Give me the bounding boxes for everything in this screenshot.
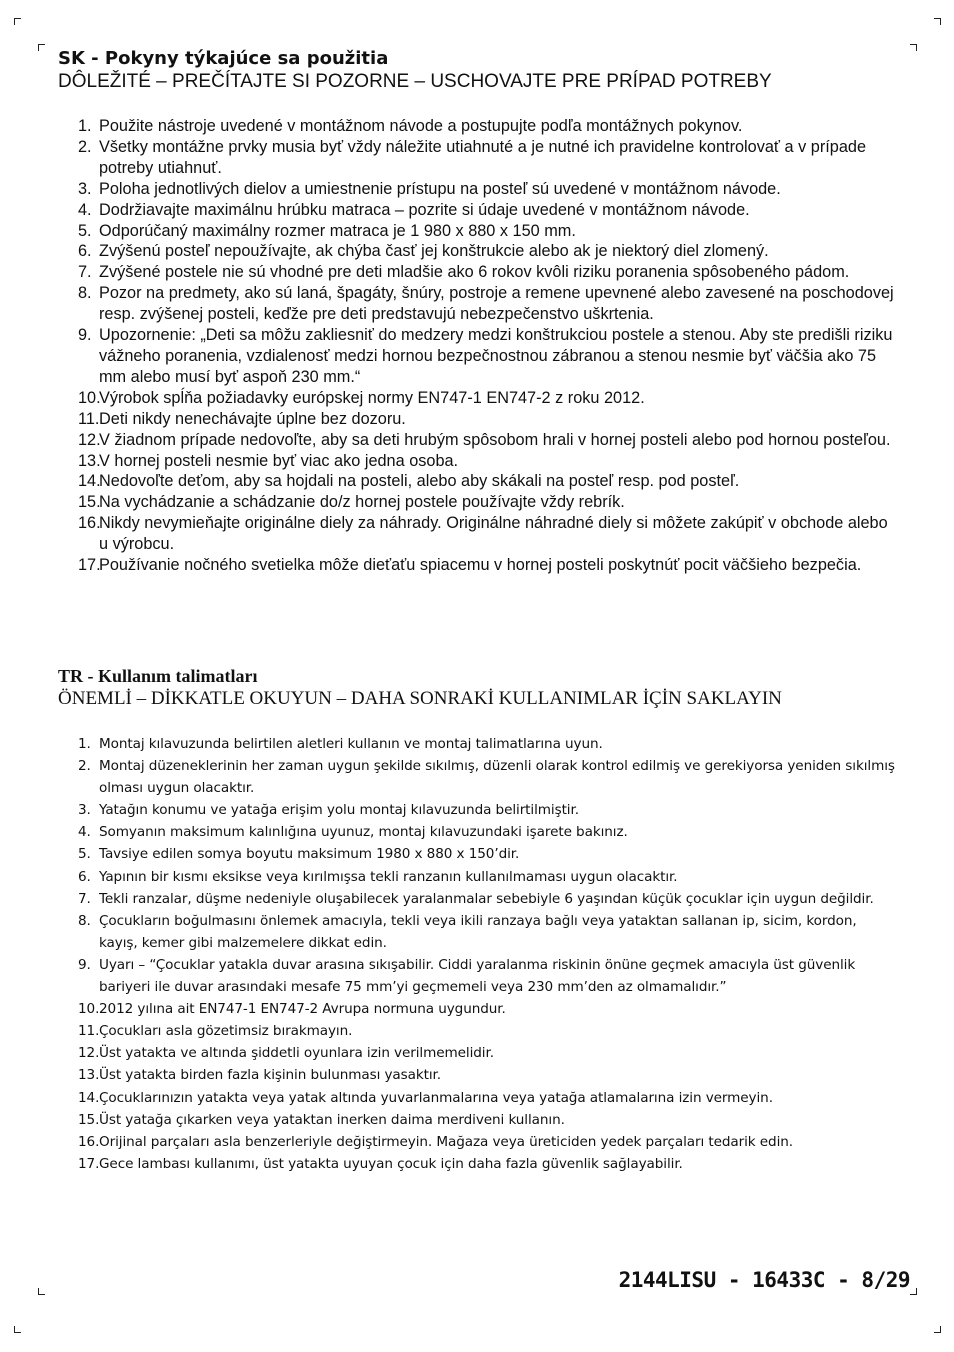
list-item [58, 283, 898, 325]
crop-mark-top-left [14, 18, 21, 25]
list-item-text: Somyanın maksimum kalınlığına uyunuz, montaj kılavuzundaki işarete bakınız. [99, 824, 628, 841]
list-item-text: Yatağın konumu ve yatağa erişim yolu montaj kılavuzunda belirtilmiştir. [99, 802, 579, 819]
list-item-number: 5. [78, 221, 92, 240]
list-item-number: 16. [78, 1133, 100, 1150]
list-item-number: 8. [78, 284, 92, 303]
list-item [58, 1064, 898, 1086]
crop-mark-bottom-right [934, 1326, 941, 1333]
list-item [58, 1131, 898, 1153]
crop-mark-inner-top-left [38, 44, 45, 51]
list-item [58, 513, 898, 555]
section-sk [58, 48, 898, 576]
list-item-text: Montaj kılavuzunda belirtilen aletleri kullanın ve montaj talimatlarına uyun. [99, 736, 603, 752]
list-item [58, 755, 898, 799]
list-item-number: 14. [78, 1089, 100, 1106]
crop-mark-top-right [934, 18, 941, 25]
list-item [58, 179, 898, 200]
crop-mark-inner-bottom-left [38, 1288, 45, 1295]
list-item-text: Çocukları asla gözetimsiz bırakmayın. [99, 1023, 353, 1040]
list-item [58, 954, 898, 998]
list-item [58, 1109, 898, 1131]
list-item-text: Üst yatakta birden fazla kişinin bulunması yasaktır. [99, 1067, 442, 1084]
list-item-text: Upozornenie: „Deti sa môžu zakliesniť do medzery medzi konštrukciou postele a stenou. Aby ste predišli riziku vážneho poranenia, vzdialenosť medzi hornou bezpečnostnou zábranou a stenou nesmie byť väčšia ako 75 mm alebo musí byť aspoň 230 mm.“ [99, 326, 893, 386]
list-item-text: Použite nástroje uvedené v montážnom návode a postupujte podľa montážnych pokynov. [99, 117, 743, 135]
list-item [58, 388, 898, 409]
list-item-number: 9. [78, 326, 92, 345]
list-item [58, 471, 898, 492]
page-reference-footer: 2144LISU - 16433C - 8/29 [618, 1268, 910, 1292]
list-item [58, 200, 898, 221]
list-item-text: Deti nikdy nenechávajte úplne bez dozoru. [99, 409, 406, 428]
list-item-number: 17. [78, 1155, 100, 1172]
list-item [58, 843, 898, 865]
list-item-number: 4. [78, 200, 92, 219]
list-item [58, 221, 898, 242]
list-item-text: 2012 yılına ait EN747-1 EN747-2 Avrupa normuna uygundur. [99, 1001, 506, 1018]
list-item-text: Çocuklarınızın yatakta veya yatak altında yuvarlanmalarına veya yatağa atlamalarına izin vermeyin. [99, 1089, 773, 1106]
list-item-text: Uyarı – “Çocuklar yatakla duvar arasına sıkışabilir. Ciddi yaralanma riskinin önüne geçmek amacıyla üst güvenlik bariyeri ile duvar arasındaki mesafe 75 mm’yi geçmemeli veya 230 mm’den az olmamalıdır.” [99, 956, 856, 996]
list-item [58, 325, 898, 388]
list-item [58, 1042, 898, 1064]
section-tr-subtitle: ÖNEMLİ – DİKKATLE OKUYUN – DAHA SONRAKİ KULLANIMLAR İÇİN SAKLAYIN [58, 688, 782, 709]
list-item-number: 16. [78, 514, 101, 533]
list-item-text: Üst yatakta ve altında şiddetli oyunlara izin verilmemelidir. [99, 1045, 494, 1062]
list-item-text: Poloha jednotlivých dielov a umiestnenie prístupu na posteľ sú uvedené v montážnom návode. [99, 179, 781, 198]
list-item [58, 1087, 898, 1109]
list-item-number: 9. [78, 956, 91, 973]
list-item-number: 15. [78, 1111, 100, 1128]
list-item-text: Tekli ranzalar, düşme nedeniyle oluşabilecek yaralanmalar sebebiyle 6 yaşından küçük çocuklar için uygun değildir. [99, 890, 874, 907]
list-item [58, 1020, 898, 1042]
list-item-number: 17. [78, 556, 101, 575]
section-tr-list [58, 733, 898, 1175]
list-item [58, 451, 898, 472]
list-item [58, 116, 898, 137]
list-item [58, 733, 898, 755]
list-item [58, 998, 898, 1020]
list-item-number: 7. [78, 890, 91, 907]
list-item-text: Na vychádzanie a schádzanie do/z hornej postele používajte vždy rebrík. [99, 493, 625, 512]
list-item [58, 409, 898, 430]
list-item-text: V žiadnom prípade nedovoľte, aby sa deti hrubým spôsobom hrali v hornej posteli alebo pod hornou posteľou. [99, 430, 891, 449]
section-tr-title: TR - Kullanım talimatları [58, 666, 258, 686]
list-item-number: 12. [78, 430, 101, 449]
list-item-number: 15. [78, 493, 101, 512]
list-item-number: 7. [78, 263, 92, 282]
list-item-number: 10. [78, 388, 101, 407]
crop-mark-bottom-left [14, 1326, 21, 1333]
list-item-number: 3. [78, 802, 91, 819]
list-item-text: Tavsiye edilen somya boyutu maksimum 1980 x 880 x 150’dir. [99, 846, 520, 863]
list-item-text: Výrobok spĺňa požiadavky európskej normy EN747-1 EN747-2 z roku 2012. [99, 388, 645, 407]
list-item-number: 1. [78, 736, 91, 752]
list-item-number: 2. [78, 758, 91, 775]
list-item [58, 821, 898, 843]
list-item [58, 262, 898, 283]
list-item-number: 10. [78, 1001, 100, 1018]
list-item-text: Zvýšenú posteľ nepoužívajte, ak chýba časť jej konštrukcie alebo ak je niektorý diel zlomený. [99, 242, 769, 261]
list-item-number: 6. [78, 868, 91, 885]
list-item-number: 11. [78, 1023, 100, 1040]
list-item-text: Gece lambası kullanımı, üst yatakta uyuyan çocuk için daha fazla güvenlik sağlayabilir. [99, 1155, 683, 1172]
list-item-text: Pozor na predmety, ako sú laná, špagáty, šnúry, postroje a remene upevnené alebo zavesené na poschodovej resp. zvýšenej posteli, keďže pre deti predstavujú nebezpečenstvo uškrtenia. [99, 284, 894, 324]
list-item-number: 2. [78, 137, 92, 156]
list-item [58, 241, 898, 262]
list-item-number: 5. [78, 846, 91, 863]
list-item-text: Yapının bir kısmı eksikse veya kırılmışsa tekli ranzanın kullanılmaması uygun olacaktır. [99, 868, 678, 885]
section-sk-list [58, 116, 898, 576]
list-item-number: 3. [78, 179, 92, 198]
list-item-number: 13. [78, 451, 101, 470]
list-item-number: 1. [78, 117, 92, 135]
list-item [58, 1153, 898, 1175]
list-item [58, 430, 898, 451]
list-item-text: Çocukların boğulmasını önlemek amacıyla, tekli veya ikili ranzaya bağlı veya yataktan sallanan ip, sicim, kordon, kayış, kemer gibi malzemelere dikkat edin. [99, 912, 857, 951]
list-item-text: V hornej posteli nesmie byť viac ako jedna osoba. [99, 451, 459, 470]
list-item-text: Nedovoľte deťom, aby sa hojdali na posteli, alebo aby skákali na posteľ resp. pod posteľ. [99, 472, 740, 491]
list-item-number: 14. [78, 472, 101, 491]
list-item-text: Orijinal parçaları asla benzerleriyle değiştirmeyin. Mağaza veya üreticiden yedek parçaları tedarik edin. [99, 1133, 793, 1150]
list-item-number: 13. [78, 1067, 100, 1084]
list-item-text: Üst yatağa çıkarken veya yataktan inerken daima merdiveni kullanın. [99, 1111, 565, 1128]
crop-mark-inner-bottom-right [910, 1288, 917, 1295]
list-item-text: Používanie nočného svetielka môže dieťaťu spiacemu v hornej posteli poskytnúť pocit väčšieho bezpečia. [99, 556, 862, 575]
list-item-number: 8. [78, 912, 91, 929]
list-item-number: 4. [78, 824, 91, 841]
list-item [58, 866, 898, 888]
list-item-text: Odporúčaný maximálny rozmer matraca je 1 980 x 880 x 150 mm. [99, 221, 576, 240]
list-item [58, 137, 898, 179]
list-item [58, 555, 898, 576]
crop-mark-inner-top-right [910, 44, 917, 51]
list-item [58, 492, 898, 513]
list-item-text: Všetky montážne prvky musia byť vždy náležite utiahnuté a je nutné ich pravidelne kontrolovať a v prípade potreby utiahnuť. [99, 137, 866, 177]
section-sk-subtitle: DÔLEŽITÉ – PREČÍTAJTE SI POZORNE – USCHOVAJTE PRE PRÍPAD POTREBY [58, 71, 772, 92]
list-item-text: Zvýšené postele nie sú vhodné pre deti mladšie ako 6 rokov kvôli riziku poranenia spôsobeného pádom. [99, 263, 850, 282]
section-sk-title: SK - Pokyny týkajúce sa použitia [58, 48, 389, 69]
list-item-text: Montaj düzeneklerinin her zaman uygun şekilde sıkılmış, düzenli olarak kontrol edilmiş ve gerekiyorsa yeniden sıkılmış olması uygun olacaktır. [99, 758, 895, 797]
list-item-text: Nikdy nevymieňajte originálne diely za náhrady. Originálne náhradné diely si môžete zakúpiť v obchode alebo u výrobcu. [99, 514, 888, 554]
list-item [58, 910, 898, 954]
list-item [58, 799, 898, 821]
section-tr [58, 665, 898, 1175]
list-item-number: 12. [78, 1045, 100, 1062]
list-item-number: 6. [78, 242, 92, 261]
list-item-text: Dodržiavajte maximálnu hrúbku matraca – pozrite si údaje uvedené v montážnom návode. [99, 200, 750, 219]
list-item-number: 11. [78, 409, 100, 428]
list-item [58, 888, 898, 910]
